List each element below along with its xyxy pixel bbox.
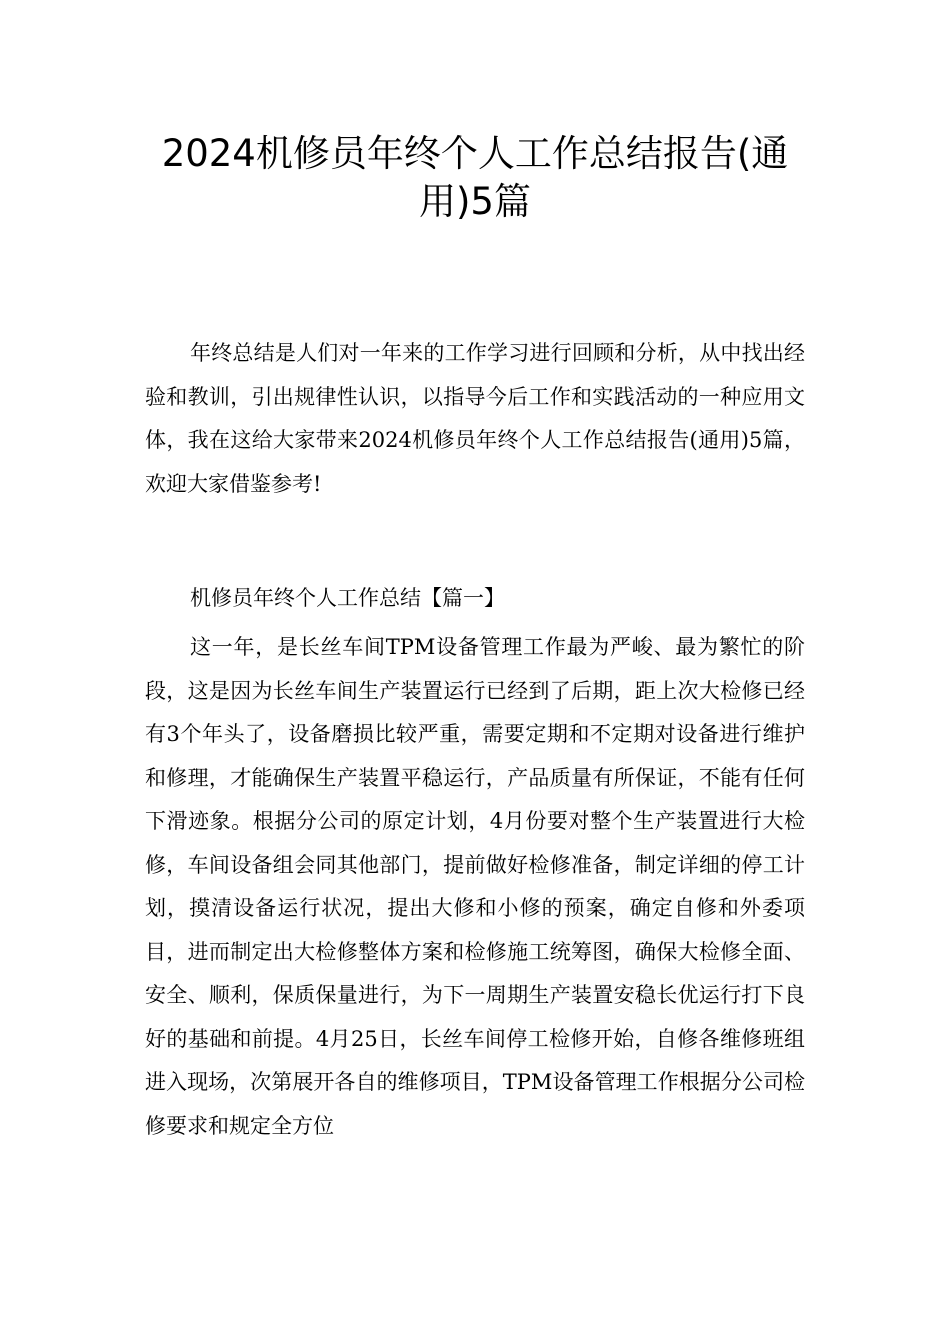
intro-paragraph: 年终总结是人们对一年来的工作学习进行回顾和分析，从中找出经验和教训，引出规律性认识，以指导今后工作和实践活动的一种应用文体，我在这给大家带来2024机修员年终个人工作总结报告(通用)5篇，欢迎大家借鉴参考! <box>145 341 805 496</box>
section-heading: 机修员年终个人工作总结【篇一】 <box>190 586 505 610</box>
document-title: 2024机修员年终个人工作总结报告(通用)5篇 <box>161 132 789 223</box>
section-paragraph: 这一年，是长丝车间TPM设备管理工作最为严峻、最为繁忙的阶段，这是因为长丝车间生产装置运行已经到了后期，距上次大检修已经有3个年头了，设备磨损比较严重，需要定期和不定期对设备进行维护和修理，才能确保生产装置平稳运行，产品质量有所保证，不能有任何下滑迹象。根据分公司的原定计划，4月份要对整个生产装置进行大检修，车间设备组会同其他部门，提前做好检修准备，制定详细的停工计划，摸清设备运行状况，提出大修和小修的预案，确定自修和外委项目，进而制定出大检修整体方案和检修施工统筹图，确保大检修全面、安全、顺利，保质保量进行，为下一周期生产装置安稳长优运行打下良好的基础和前提。4月25日，长丝车间停工检修开始，自修各维修班组进入现场，次第展开各自的维修项目，TPM设备管理工作根据分公司检修要求和规定全方位 <box>145 635 805 1138</box>
